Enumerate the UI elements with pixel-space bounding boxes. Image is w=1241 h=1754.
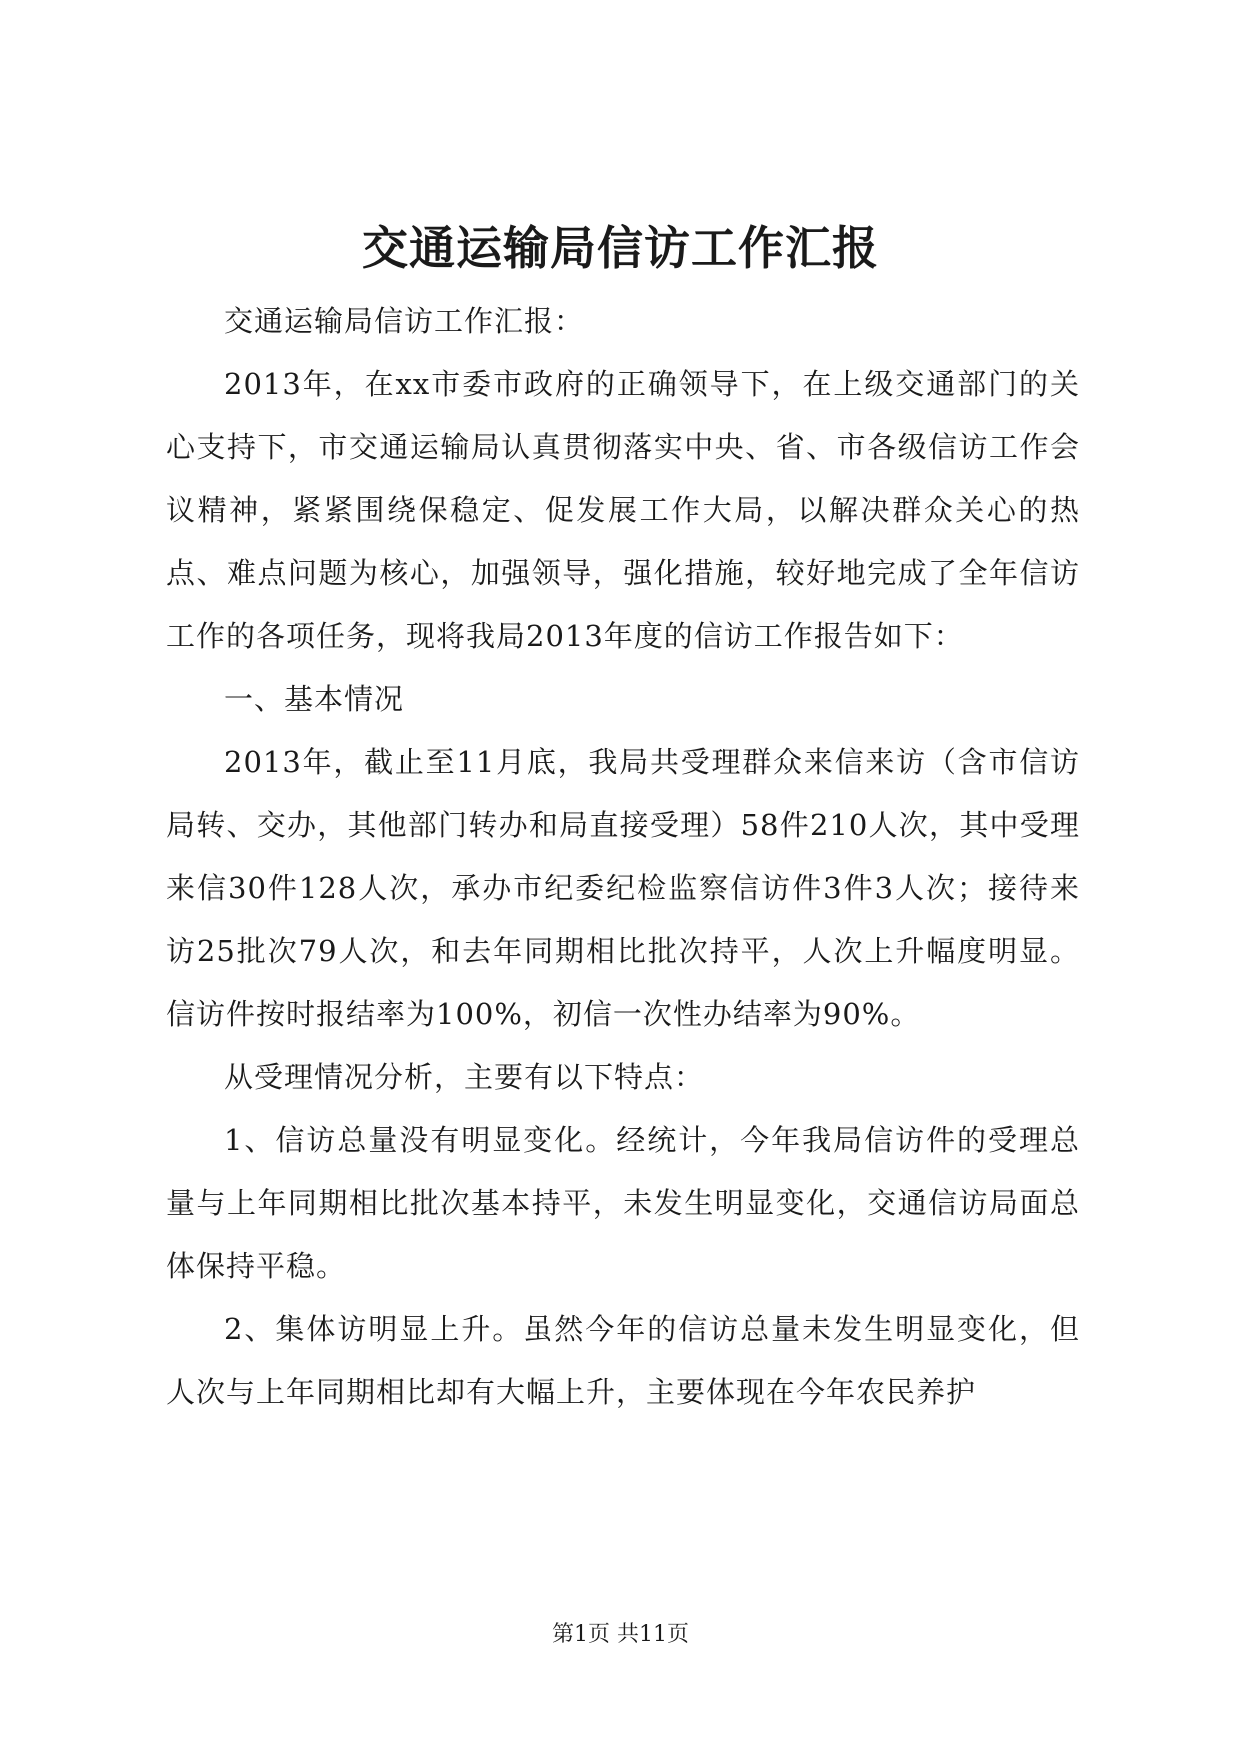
section-heading-basic-situation: 一、基本情况 — [224, 682, 405, 716]
paragraph-intro: 2013年，在xx市委市政府的正确领导下，在上级交通部门的关心支持下，市交通运输局认真贯彻落实中央、省、市各级信访工作会议精神，紧紧围绕保稳定、促发展工作大局，以解决群众关心的热点、难点问题为核心，加强领导，强化措施，较好地完成了全年信访工作的各项任务，现将我局2013年度的信访工作报告如下： — [166, 367, 1080, 653]
paragraph-analysis-lead: 从受理情况分析，主要有以下特点： — [224, 1060, 705, 1094]
document-title: 交通运输局信访工作汇报 — [362, 221, 879, 275]
paragraph-statistics: 2013年，截止至11月底，我局共受理群众来信来访（含市信访局转、交办，其他部门转办和局直接受理）58件210人次，其中受理来信30件128人次，承办市纪委纪检监察信访件3件3人次；接待来访25批次79人次，和去年同期相比批次持平，人次上升幅度明显。信访件按时报结率为100%，初信一次性办结率为90%。 — [166, 745, 1080, 1031]
paragraph-salutation: 交通运输局信访工作汇报： — [224, 304, 585, 338]
paragraph-point-1: 1、信访总量没有明显变化。经统计，今年我局信访件的受理总量与上年同期相比批次基本持平，未发生明显变化，交通信访局面总体保持平稳。 — [166, 1123, 1080, 1283]
page-footer: 第1页 共11页 — [552, 1622, 689, 1647]
paragraph-point-2: 2、集体访明显上升。虽然今年的信访总量未发生明显变化，但人次与上年同期相比却有大幅上升，主要体现在今年农民养护 — [166, 1312, 1080, 1409]
document-body — [166, 290, 1080, 1424]
